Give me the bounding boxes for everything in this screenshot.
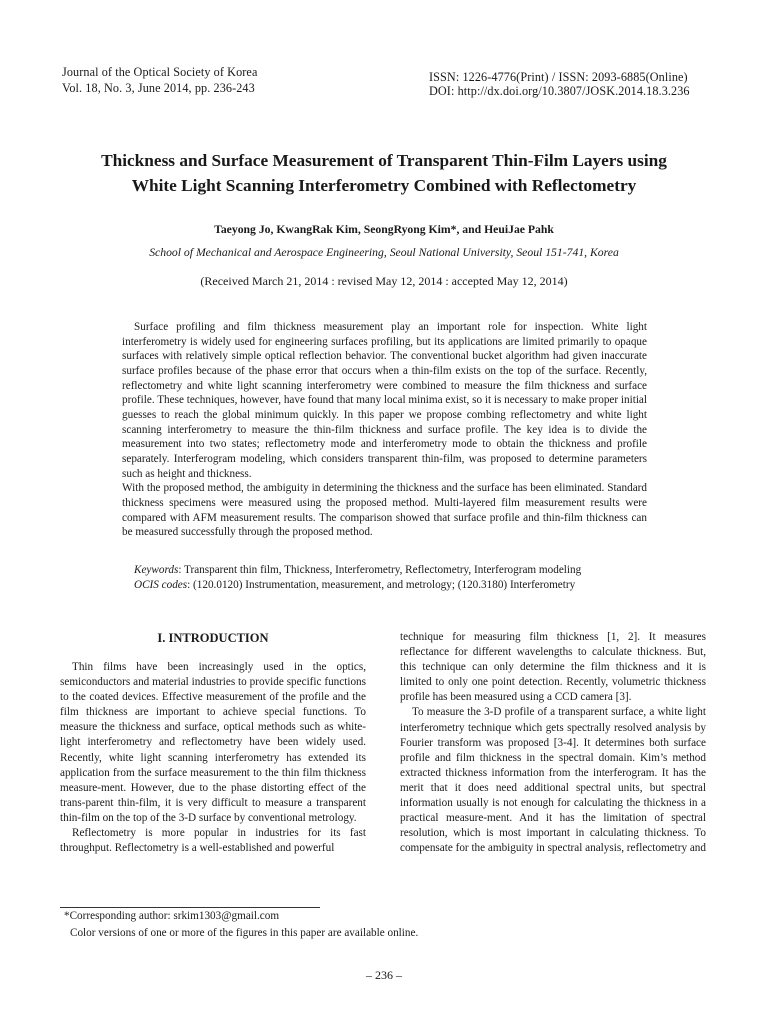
color-figures-footnote: Color versions of one or more of the figures in this paper are available online. bbox=[70, 927, 419, 939]
intro-paragraph-4: To measure the 3-D profile of a transparent surface, a white light interferometry technique which gets spectrally resolved analysis by Fourier transform was proposed [3-4]. It determines both surface profile and film thickness in the spectral domain. Kim’s method extracted thickness information from the interferogram. It has the merit that it does need additional spectral units, but spectral information usually is not enough for calculating the thickness in a practical measure-ment. And it has the limitation of spectral resolution, which is most important in calculating thickness. To compensate for the ambiguity in spectral analysis, reflectometry and bbox=[400, 706, 706, 855]
section-title-introduction: I. INTRODUCTION bbox=[157, 631, 269, 645]
right-column bbox=[400, 630, 706, 856]
page-number: – 236 – bbox=[366, 968, 402, 982]
ocis-line bbox=[134, 578, 654, 593]
journal-name: Journal of the Optical Society of Korea bbox=[62, 65, 258, 79]
volume-info: Vol. 18, No. 3, June 2014, pp. 236-243 bbox=[62, 81, 255, 95]
footnote-rule bbox=[60, 907, 320, 908]
authors: Taeyong Jo, KwangRak Kim, SeongRyong Kim*, and HeuiJae Pahk bbox=[214, 223, 554, 236]
keywords-label: Keywords bbox=[134, 564, 179, 576]
issn-info: ISSN: 1226-4776(Print) / ISSN: 2093-6885(Online) bbox=[429, 70, 688, 84]
intro-paragraph-3: technique for measuring film thickness [1, 2]. It measures reflectance for different wavelengths to calculate thickness. But, this technique can only determine the film thickness and it is limited to only one point detection. Recently, volumetric thickness profile has been measured using a CCD camera [3]. bbox=[400, 631, 706, 704]
title-line-1: Thickness and Surface Measurement of Transparent Thin-Film Layers using bbox=[101, 151, 667, 170]
left-column bbox=[60, 660, 366, 856]
ocis-label: OCIS codes bbox=[134, 578, 188, 591]
received-dates: (Received March 21, 2014 : revised May 12, 2014 : accepted May 12, 2014) bbox=[200, 274, 568, 288]
keywords-text: : Transparent thin film, Thickness, Interferometry, Reflectometry, Interferogram modeling bbox=[178, 564, 582, 576]
intro-paragraph-2: Reflectometry is more popular in industries for its fast throughput. Reflectometry is a well-established and powerful bbox=[60, 827, 366, 855]
abstract-paragraph-2: With the proposed method, the ambiguity in determining the thickness and the surface has been eliminated. Standard thickness specimens were measured using the proposed method. Multi-layered film measurement results were compared with AFM measurement results. The comparison showed that surface profile and thin-film thickness can be measured successfully through the proposed method. bbox=[122, 482, 647, 539]
doi-link[interactable]: DOI: http://dx.doi.org/10.3807/JOSK.2014.18.3.236 bbox=[429, 84, 690, 98]
abstract-paragraph-1: Surface profiling and film thickness measurement play an important role for inspection. White light interferometry is widely used for engineering surfaces profiling, but its applications are limited primarily to opaque surfaces with relatively simple optical reflection behavior. The conventional bucket algorithm had given inaccurate surface profiles because of the phase error that occurs when a thin-film exists on the top of the surface. Recently, reflectometry and white light scanning interferometry were combined to measure the film thickness and surface profile. These techniques, however, have found that many local minima exist, so it is necessary to make proper initial guesses to reach the global minimum quickly. In this paper we propose combing reflectometry and white light scanning interferometry to measure the thin-film thickness and surface profile. The key idea is to divide the measurement into two states; reflectometry mode and interferometry mode to obtain the thickness and profile separately. Interferogram modeling, which considers transparent thin-film, was proposed to determine parameters such as height and thickness. bbox=[122, 321, 648, 480]
title-line-2: White Light Scanning Interferometry Combined with Reflectometry bbox=[131, 176, 637, 195]
paper-title bbox=[60, 148, 708, 198]
abstract bbox=[122, 320, 647, 540]
corresponding-author-footnote: *Corresponding author: srkim1303@gmail.com bbox=[64, 910, 280, 922]
keywords-block bbox=[134, 563, 654, 592]
keywords-line bbox=[134, 563, 654, 578]
affiliation: School of Mechanical and Aerospace Engineering, Seoul National University, Seoul 151-741, Korea bbox=[149, 246, 619, 259]
intro-paragraph-1: Thin films have been increasingly used in the optics, semiconductors and material industries to provide specific functions to the coated devices. Effective measurement of the profile and the film thickness are important to achieve special functions. To measure the thickness and surface, optical methods such as white-light interferometry and reflectometry have been widely used. Recently, white light scanning interferometry has extended its application from the surface measurement to the thin film thickness measure-ment. However, due to the phase distorting effect of the trans-parent thin-film, it is very difficult to measure a transparent thin-film on the top of the 3-D surface by conventional metrology. bbox=[60, 661, 366, 824]
ocis-text: : (120.0120) Instrumentation, measurement, and metrology; (120.3180) Interferometry bbox=[187, 578, 576, 591]
